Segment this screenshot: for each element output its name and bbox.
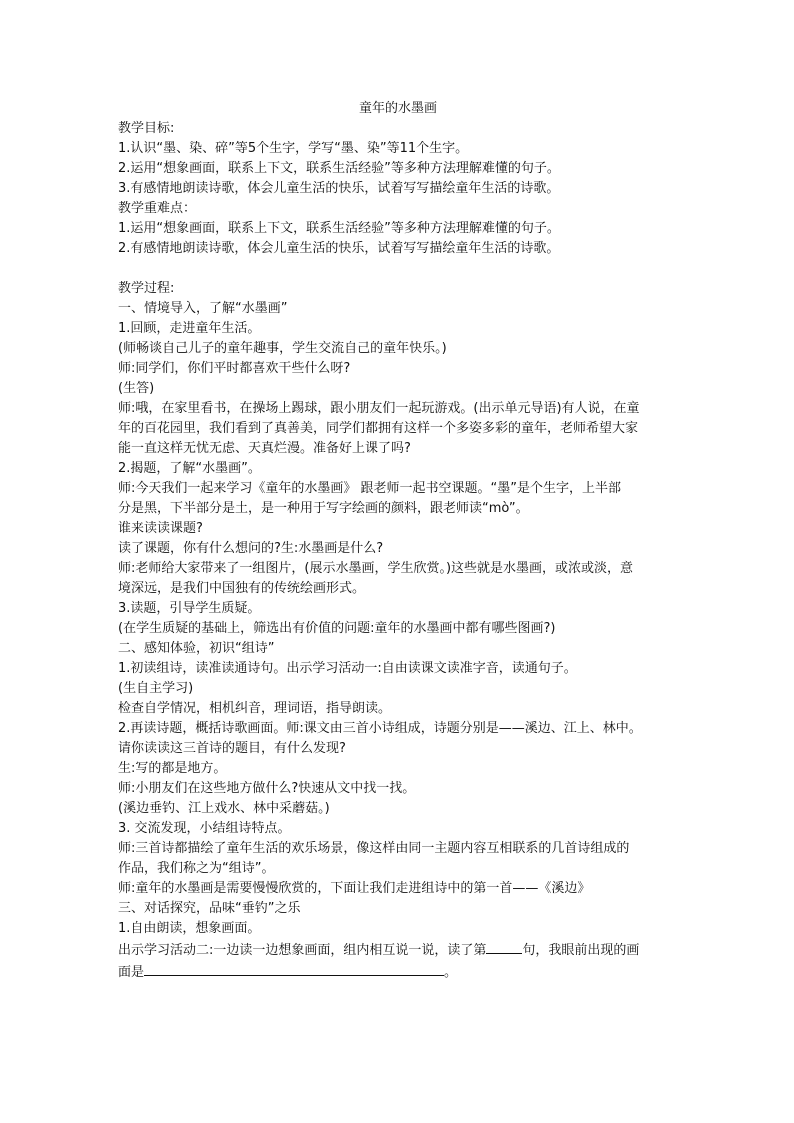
process-line: (在学生质疑的基础上，筛选出有价值的问题:童年的水墨画中都有哪些图画?) [118,621,556,636]
process-line: (生答) [118,381,155,396]
process-line: 读了课题，你有什么想问的?生:水墨画是什么? [118,541,384,556]
process-line: 师:老师给大家带来了一组图片，(展示水墨画，学生欣赏。)这些就是水墨画，或浓或淡，意 [118,561,634,576]
goal-item-2: 2.运用“想象画面，联系上下文，联系生活经验”等多种方法理解难懂的句子。 [118,161,560,176]
goal-item-3: 3.有感情地朗读诗歌，体会儿童生活的快乐，试着写写描绘童年生活的诗歌。 [118,181,560,196]
process-heading: 教学过程: [118,281,175,296]
key-point-1: 1.运用“想象画面，联系上下文，联系生活经验”等多种方法理解难懂的句子。 [118,221,560,236]
process-line: 分是黑，下半部分是土，是一种用于写字绘画的颜料，跟老师读“mò”。 [118,501,529,516]
process-line: 师:三首诗都描绘了童年生活的欢乐场景，像这样由同一主题内容互相联系的几首诗组成的 [118,841,630,856]
process-line: 一、情境导入，了解“水墨画” [118,301,288,316]
process-line: 师:哦，在家里看书，在操场上踢球，跟小朋友们一起玩游戏。(出示单元导语)有人说，在童 [118,401,640,416]
activity-two-period: 。 [444,965,458,980]
process-line: 年的百花园里，我们看到了真善美，同学们都拥有这样一个多姿多彩的童年，老师希望大家 [118,421,639,436]
process-line: 二、感知体验，初识“组诗” [118,641,275,656]
activity-two-line [118,939,678,961]
goal-item-1: 1.认识“墨、染、碎”等5个生字，学写“墨、染”等11个生字。 [118,141,469,156]
process-line: 作品，我们称之为“组诗”。 [118,861,275,876]
process-line: 能一直这样无忧无虑、天真烂漫。准备好上课了吗? [118,441,411,456]
process-line: 三、对话探究，品味“垂钓”之乐 [118,901,301,916]
process-line: 1.自由朗读，想象画面。 [118,921,261,936]
document-title: 童年的水墨画 [358,101,437,116]
activity-two-text-cont: 句，我眼前出现的画 [522,943,640,958]
process-line: 3.读题，引导学生质疑。 [118,601,261,616]
goals-heading: 教学目标: [118,121,175,136]
process-line: 2.再读诗题，概括诗歌画面。师:课文由三首小诗组成，诗题分别是——溪边、江上、林中。 [118,721,642,736]
fill-in-blank-sentence-number [486,939,522,954]
process-line: 师:童年的水墨画是需要慢慢欣赏的，下面让我们走进组诗中的第一首——《溪边》 [118,881,591,896]
activity-two-text: 出示学习活动二:一边读一边想象画面，组内相互说一说，读了第 [118,943,487,958]
process-line: 2.揭题，了解“水墨画”。 [118,461,261,476]
fill-in-blank-scene [144,961,444,976]
key-points-heading: 教学重难点： [118,201,197,216]
process-line: 生:写的都是地方。 [118,761,227,776]
process-line: 3. 交流发现，小结组诗特点。 [118,821,291,836]
activity-two-text-end: 面是 [118,965,145,980]
activity-two-line-2 [118,961,678,983]
process-line: 谁来读读课题? [118,521,203,536]
process-line: 请你读读这三首诗的题目，有什么发现? [118,741,346,756]
process-line: 师:今天我们一起来学习《童年的水墨画》 跟老师一起书空课题。“墨”是个生字，上半部 [118,481,621,496]
process-line: 境深远，是我们中国独有的传统绘画形式。 [118,581,366,596]
process-line: 1.回顾，走进童年生活。 [118,321,261,336]
process-line: (生自主学习) [118,681,194,696]
paragraph-gap [118,259,678,279]
process-line: 师:同学们，你们平时都喜欢干些什么呀? [118,361,351,376]
process-line: (溪边垂钓、江上戏水、林中采蘑菇。) [118,801,330,816]
process-line: (师畅谈自己儿子的童年趣事，学生交流自己的童年快乐。) [118,341,447,356]
process-line: 师:小朋友们在这些地方做什么?快速从文中找一找。 [118,781,416,796]
document-page [118,99,678,983]
key-point-2: 2.有感情地朗读诗歌，体会儿童生活的快乐，试着写写描绘童年生活的诗歌。 [118,241,560,256]
process-line: 检查自学情况，相机纠音，理词语，指导朗读。 [118,701,392,716]
process-line: 1.初读组诗，读准读通诗句。出示学习活动一:自由读课文读准字音，读通句子。 [118,661,577,676]
